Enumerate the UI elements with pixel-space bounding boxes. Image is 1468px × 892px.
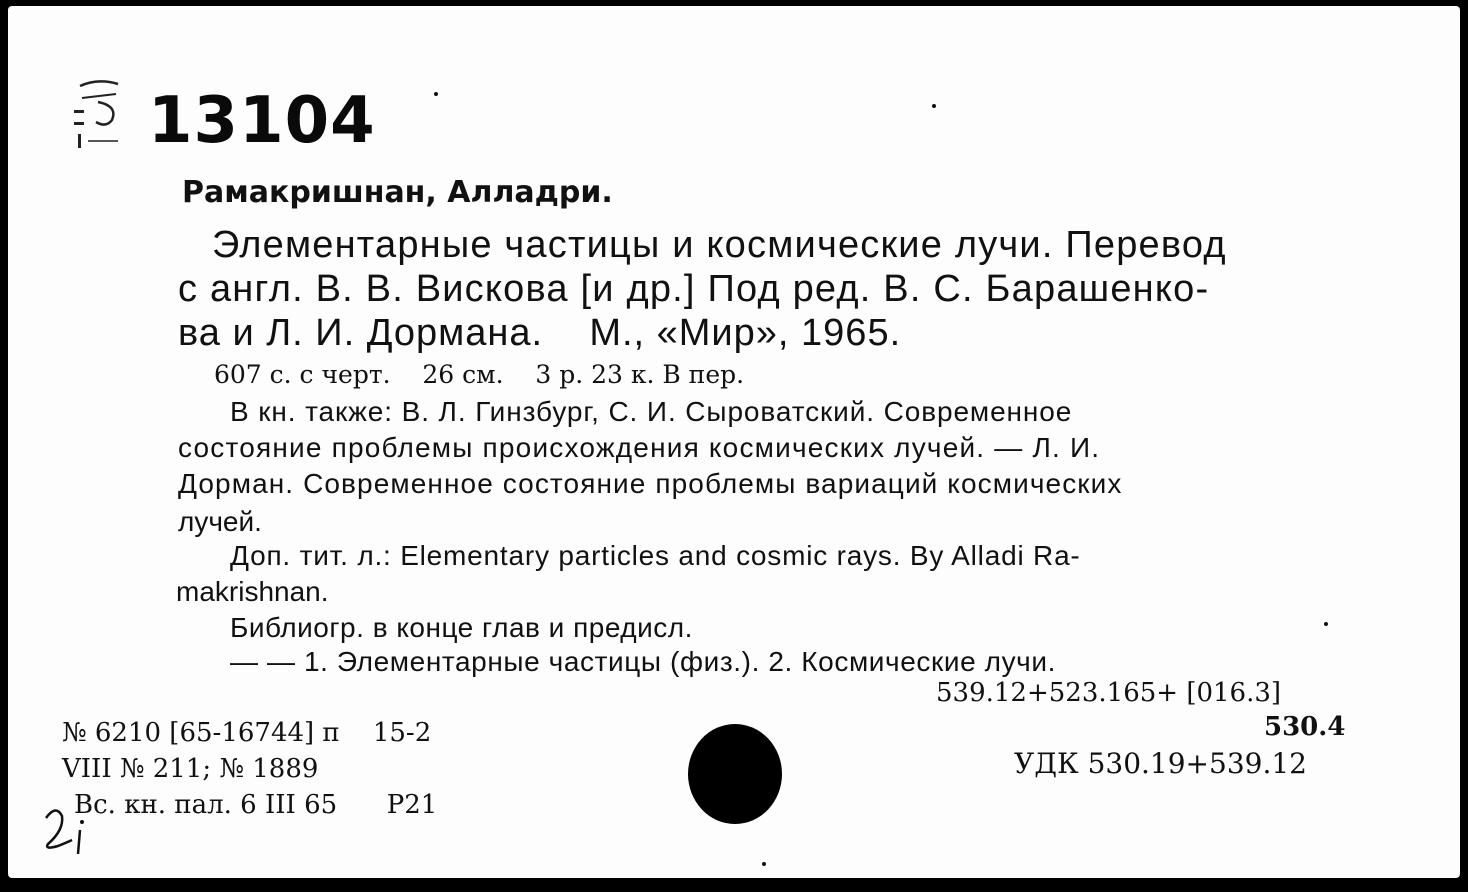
library-stamp-icon: [68, 76, 138, 156]
contents-note-line-3: Дорман. Современное состояние проблемы вариаций космических: [178, 468, 1123, 499]
collation: 607 с. с черт. 26 см. 3 р. 23 к. В пер.: [214, 360, 745, 389]
classification-line-1: 539.12+523.165+ [016.3]: [936, 678, 1282, 708]
classification-line-2: 530.4: [1264, 712, 1346, 742]
handwritten-mark-icon: [38, 796, 98, 866]
author-heading: Рамакришнан, Алладри.: [182, 175, 613, 210]
title-line-3: ва и Л. И. Дормана. М., «Мир», 1965.: [178, 312, 902, 354]
contents-note-line-1: В кн. также: В. Л. Гинзбург, С. И. Сыроватский. Современное: [230, 396, 1073, 427]
added-title-line-1: Доп. тит. л.: Elementary particles and cosmic rays. By Alladi Ra-: [230, 540, 1081, 571]
added-title-line-2: makrishnan.: [176, 576, 329, 607]
dust-speck: [762, 862, 766, 866]
dust-speck: [434, 92, 438, 96]
dust-speck: [932, 104, 936, 108]
title-line-1: Элементарные частицы и космические лучи. Перевод: [212, 224, 1227, 266]
registration-line-1: № 6210 [65-16744] п 15-2: [62, 718, 432, 748]
accession-number: 13104: [148, 84, 376, 158]
dust-speck: [1324, 622, 1328, 626]
registration-line-2: VIII № 211; № 1889: [62, 754, 319, 784]
punched-hole: [688, 724, 782, 824]
udc-number: УДК 530.19+539.12: [1014, 747, 1307, 780]
contents-note-line-4: лучей.: [178, 506, 262, 537]
title-line-2: с англ. В. В. Вискова [и др.] Под ред. В. С. Барашенко-: [178, 268, 1210, 310]
registration-line-3: Вс. кн. пал. 6 III 65 Р21: [74, 790, 438, 820]
bibliography-note: Библиогр. в конце глав и предисл.: [230, 612, 693, 643]
contents-note-line-2: состояние проблемы происхождения космических лучей. — Л. И.: [178, 432, 1101, 463]
catalog-card: [8, 6, 1460, 878]
subject-tracings: — — 1. Элементарные частицы (физ.). 2. Космические лучи.: [230, 646, 1056, 677]
